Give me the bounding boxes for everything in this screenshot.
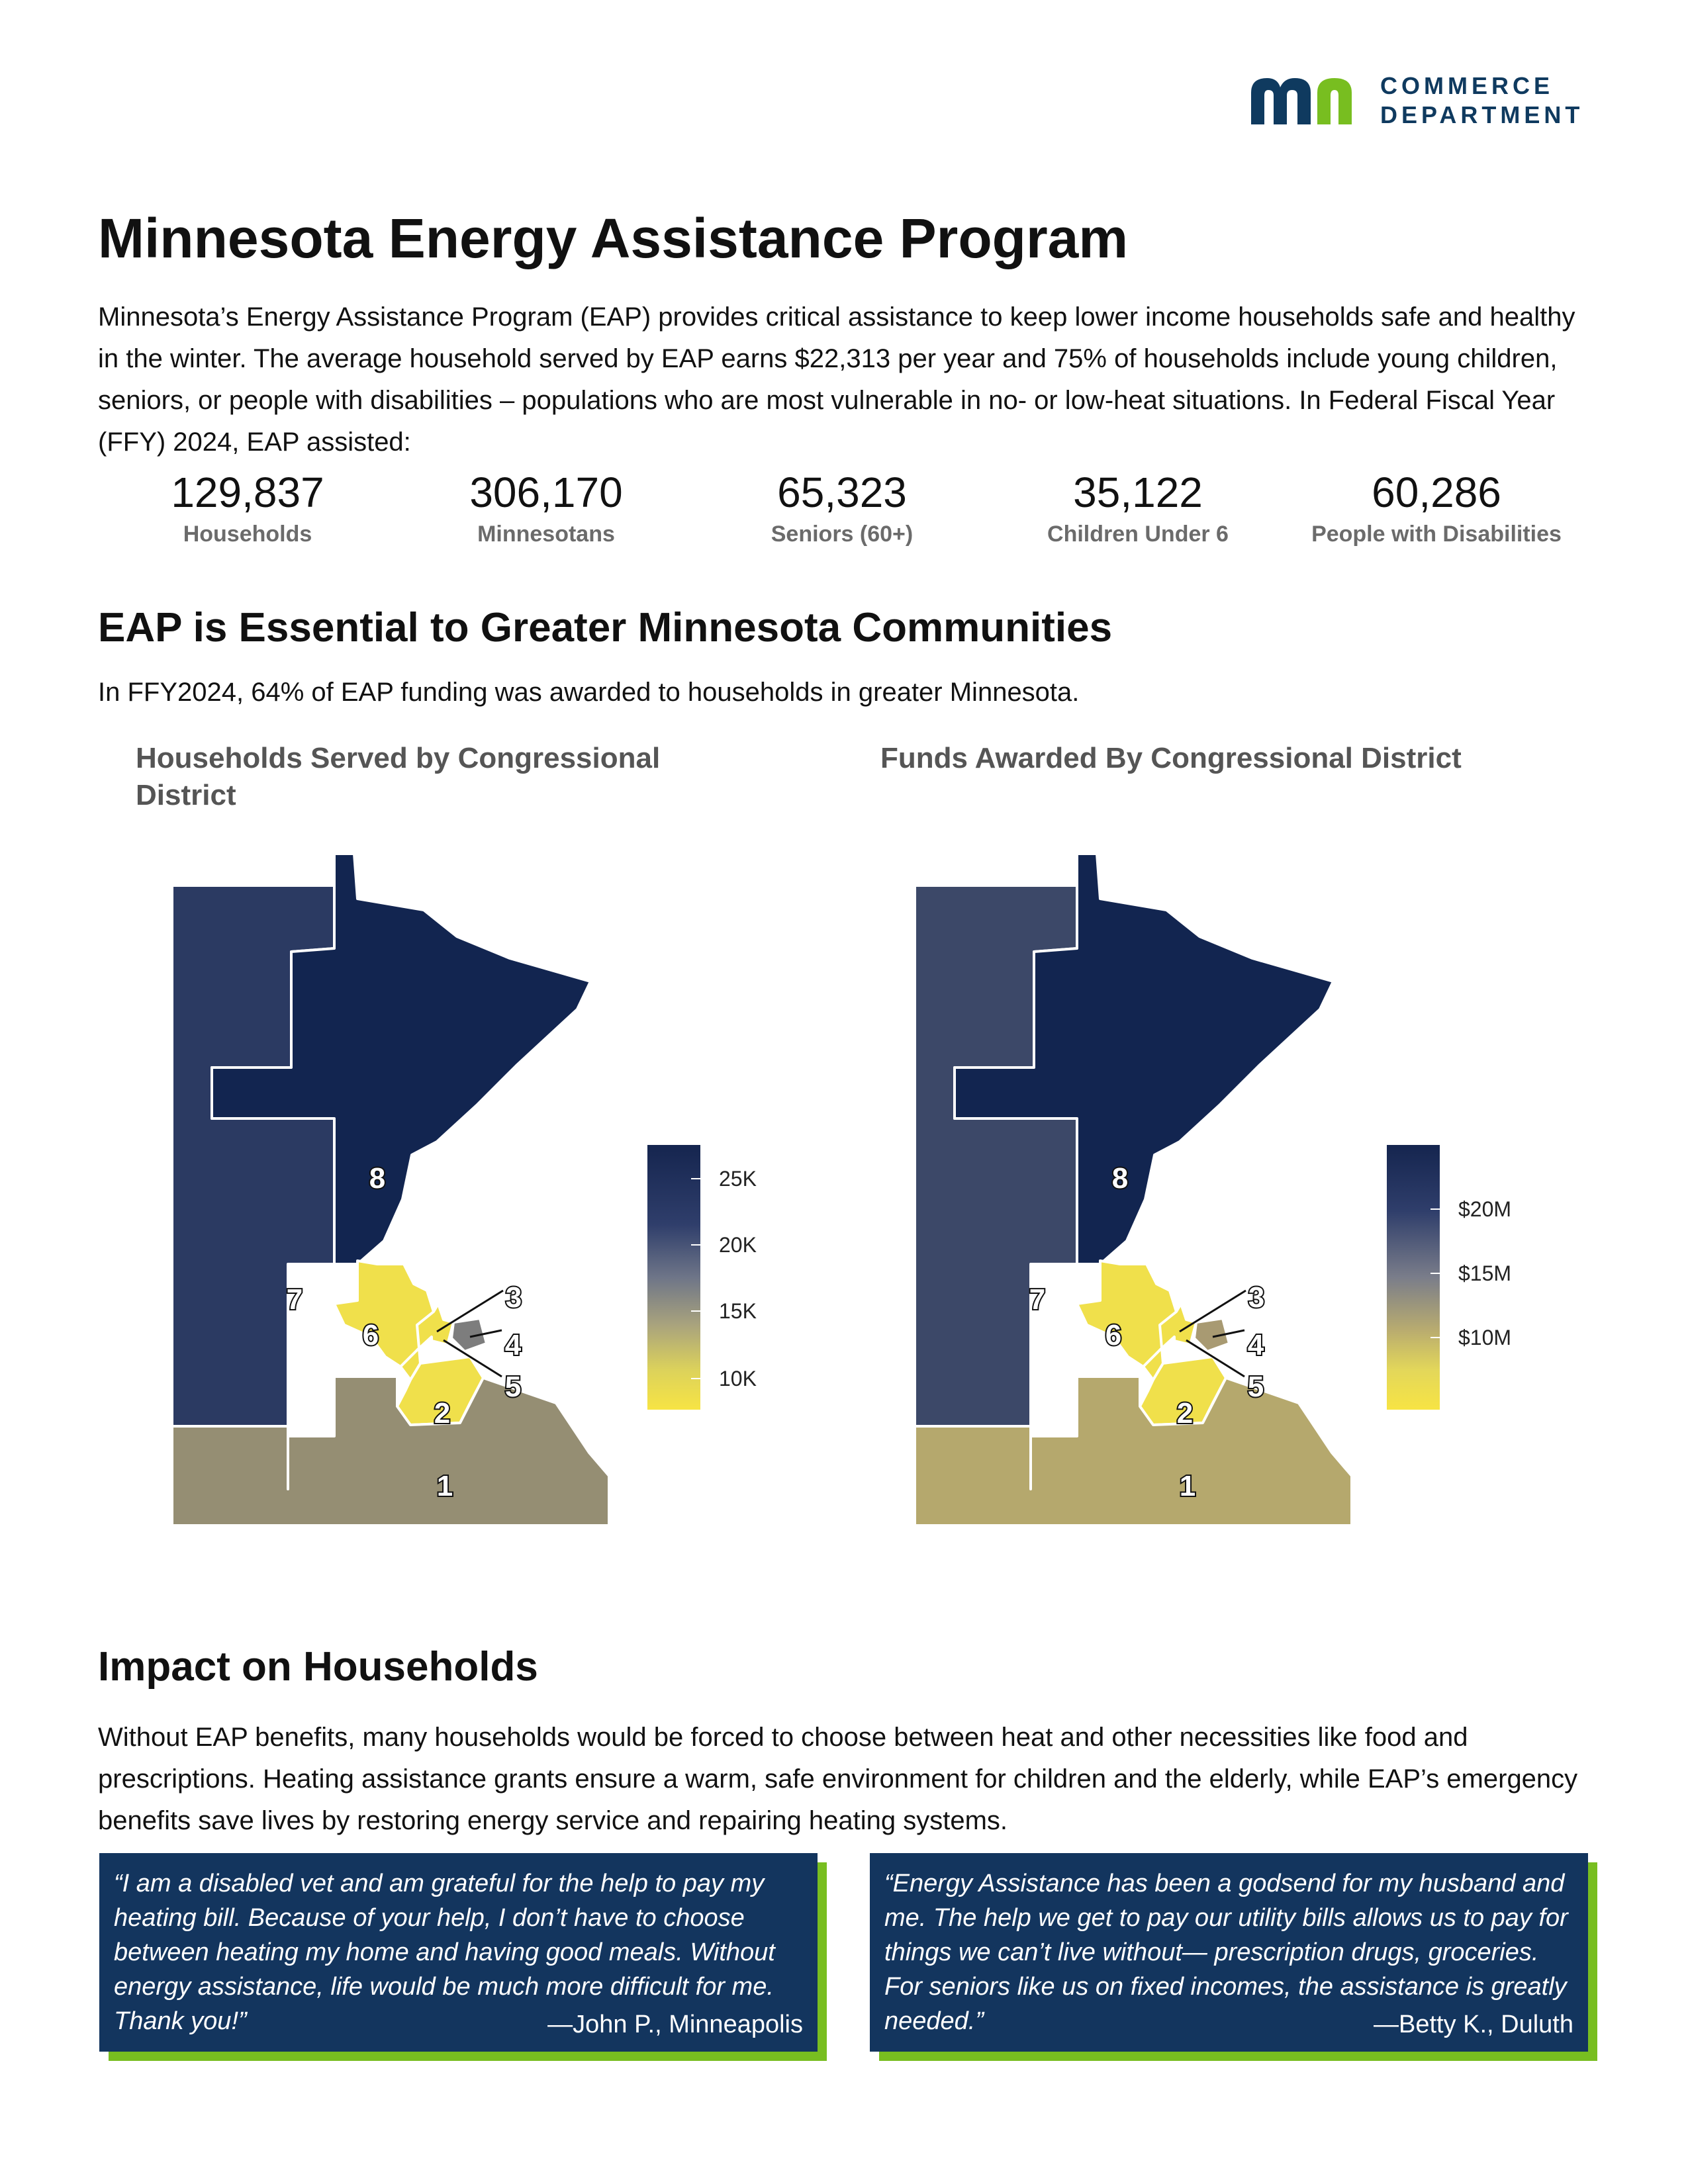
stat-label: Children Under 6 — [1047, 522, 1229, 547]
testimonial-quote-betty — [870, 1853, 1588, 2052]
district-label-6: 6 — [1105, 1319, 1122, 1351]
legend-tick — [1430, 1337, 1440, 1338]
district-label-5: 5 — [504, 1371, 522, 1403]
legend-tick-label: $10M — [1458, 1326, 1512, 1349]
quote-author: —Betty K., Duluth — [1373, 2011, 1573, 2038]
map-title-households: Households Served by Congressional District — [136, 742, 661, 811]
legend-tick-label: $20M — [1458, 1197, 1512, 1221]
legend-tick-label: 25K — [719, 1167, 757, 1191]
section-text-greater-mn: In FFY2024, 64% of EAP funding was awarded to households in greater Minnesota. — [98, 678, 1080, 707]
funds-legend — [1387, 1145, 1559, 1410]
stat-value: 35,122 — [1073, 469, 1203, 516]
district-label-8: 8 — [369, 1162, 386, 1195]
district-label-2: 2 — [434, 1397, 451, 1430]
legend-color-bar — [647, 1145, 700, 1410]
stat-seniors — [703, 471, 981, 545]
stat-label: Minnesotans — [477, 522, 615, 547]
district-label-4: 4 — [504, 1329, 522, 1361]
stat-value: 306,170 — [469, 469, 623, 516]
section-title-impact: Impact on Households — [98, 1644, 538, 1690]
legend-color-bar — [1387, 1145, 1440, 1410]
district-label-3: 3 — [505, 1281, 522, 1314]
district-label-6: 6 — [362, 1319, 379, 1351]
legend-tick — [1430, 1208, 1440, 1210]
district-label-1: 1 — [436, 1470, 453, 1502]
quote-text: “I am a disabled vet and am grateful for the help to pay my heating bill. Because of your help, I don’t have to choose between heating my home and having good meals. Without energy assistance, life would be much more difficult for me. Thank you!” — [114, 1870, 775, 2035]
stat-disabilities — [1297, 471, 1575, 545]
section-title-greater-mn: EAP is Essential to Greater Minnesota Communities — [98, 605, 1113, 651]
impact-paragraph: Without EAP benefits, many households would be forced to choose between heat and other necessities like food and prescriptions. Heating assistance grants ensure a warm, safe environment for children and the elderly, while EAP’s emergency benefits save lives by restoring energy service and repairing heating systems. — [98, 1723, 1578, 1835]
stat-label: People with Disabilities — [1311, 522, 1562, 547]
district-label-3: 3 — [1248, 1281, 1265, 1314]
stat-children — [999, 471, 1277, 545]
legend-tick — [691, 1244, 700, 1246]
mn-logo-mark — [1244, 66, 1377, 132]
district-label-7: 7 — [1029, 1283, 1046, 1316]
stat-minnesotans — [407, 471, 685, 545]
district-label-7: 7 — [286, 1283, 303, 1316]
quote-text: “Energy Assistance has been a godsend for my husband and me. The help we get to pay our utility bills allows us to pay for things we can’t live without— prescription drugs, groceries. For seniors like us on fixed incomes, the assistance is greatly needed.” — [884, 1870, 1568, 2035]
commerce-department-logo — [1244, 66, 1589, 132]
legend-tick-label: 10K — [719, 1367, 757, 1390]
legend-tick-label: $15M — [1458, 1261, 1512, 1285]
stat-value: 60,286 — [1372, 469, 1501, 516]
intro-paragraph: Minnesota’s Energy Assistance Program (EAP) provides critical assistance to keep lower income households safe and healthy in the winter. The average household served by EAP earns $22,313 per year and 75% of households include young children, seniors, or people with disabilities – populations who are most vulnerable in no- or low-heat situations. In Federal Fiscal Year (FFY) 2024, EAP assisted: — [98, 302, 1575, 457]
stat-label: Households — [183, 522, 312, 547]
legend-tick — [691, 1310, 700, 1312]
district-label-2: 2 — [1176, 1397, 1194, 1430]
legend-tick-label: 20K — [719, 1233, 757, 1257]
stat-households — [109, 471, 387, 545]
stat-label: Seniors (60+) — [771, 522, 914, 547]
district-label-4: 4 — [1247, 1329, 1264, 1361]
legend-tick — [1430, 1273, 1440, 1274]
legend-tick — [691, 1178, 700, 1179]
logo-word-department: DEPARTMENT — [1380, 101, 1584, 128]
page-title: Minnesota Energy Assistance Program — [98, 207, 1129, 269]
legend-tick-label: 15K — [719, 1299, 757, 1323]
testimonial-quote-john — [99, 1853, 818, 2052]
district-label-1: 1 — [1179, 1470, 1196, 1502]
district-label-5: 5 — [1247, 1371, 1264, 1403]
stat-value: 65,323 — [777, 469, 907, 516]
logo-word-commerce: COMMERCE — [1380, 72, 1554, 99]
map-title-funds: Funds Awarded By Congressional District — [880, 742, 1462, 774]
quote-author: —John P., Minneapolis — [547, 2011, 803, 2038]
district-label-8: 8 — [1111, 1162, 1129, 1195]
legend-tick — [691, 1378, 700, 1379]
households-legend — [647, 1145, 820, 1410]
stat-value: 129,837 — [171, 469, 324, 516]
